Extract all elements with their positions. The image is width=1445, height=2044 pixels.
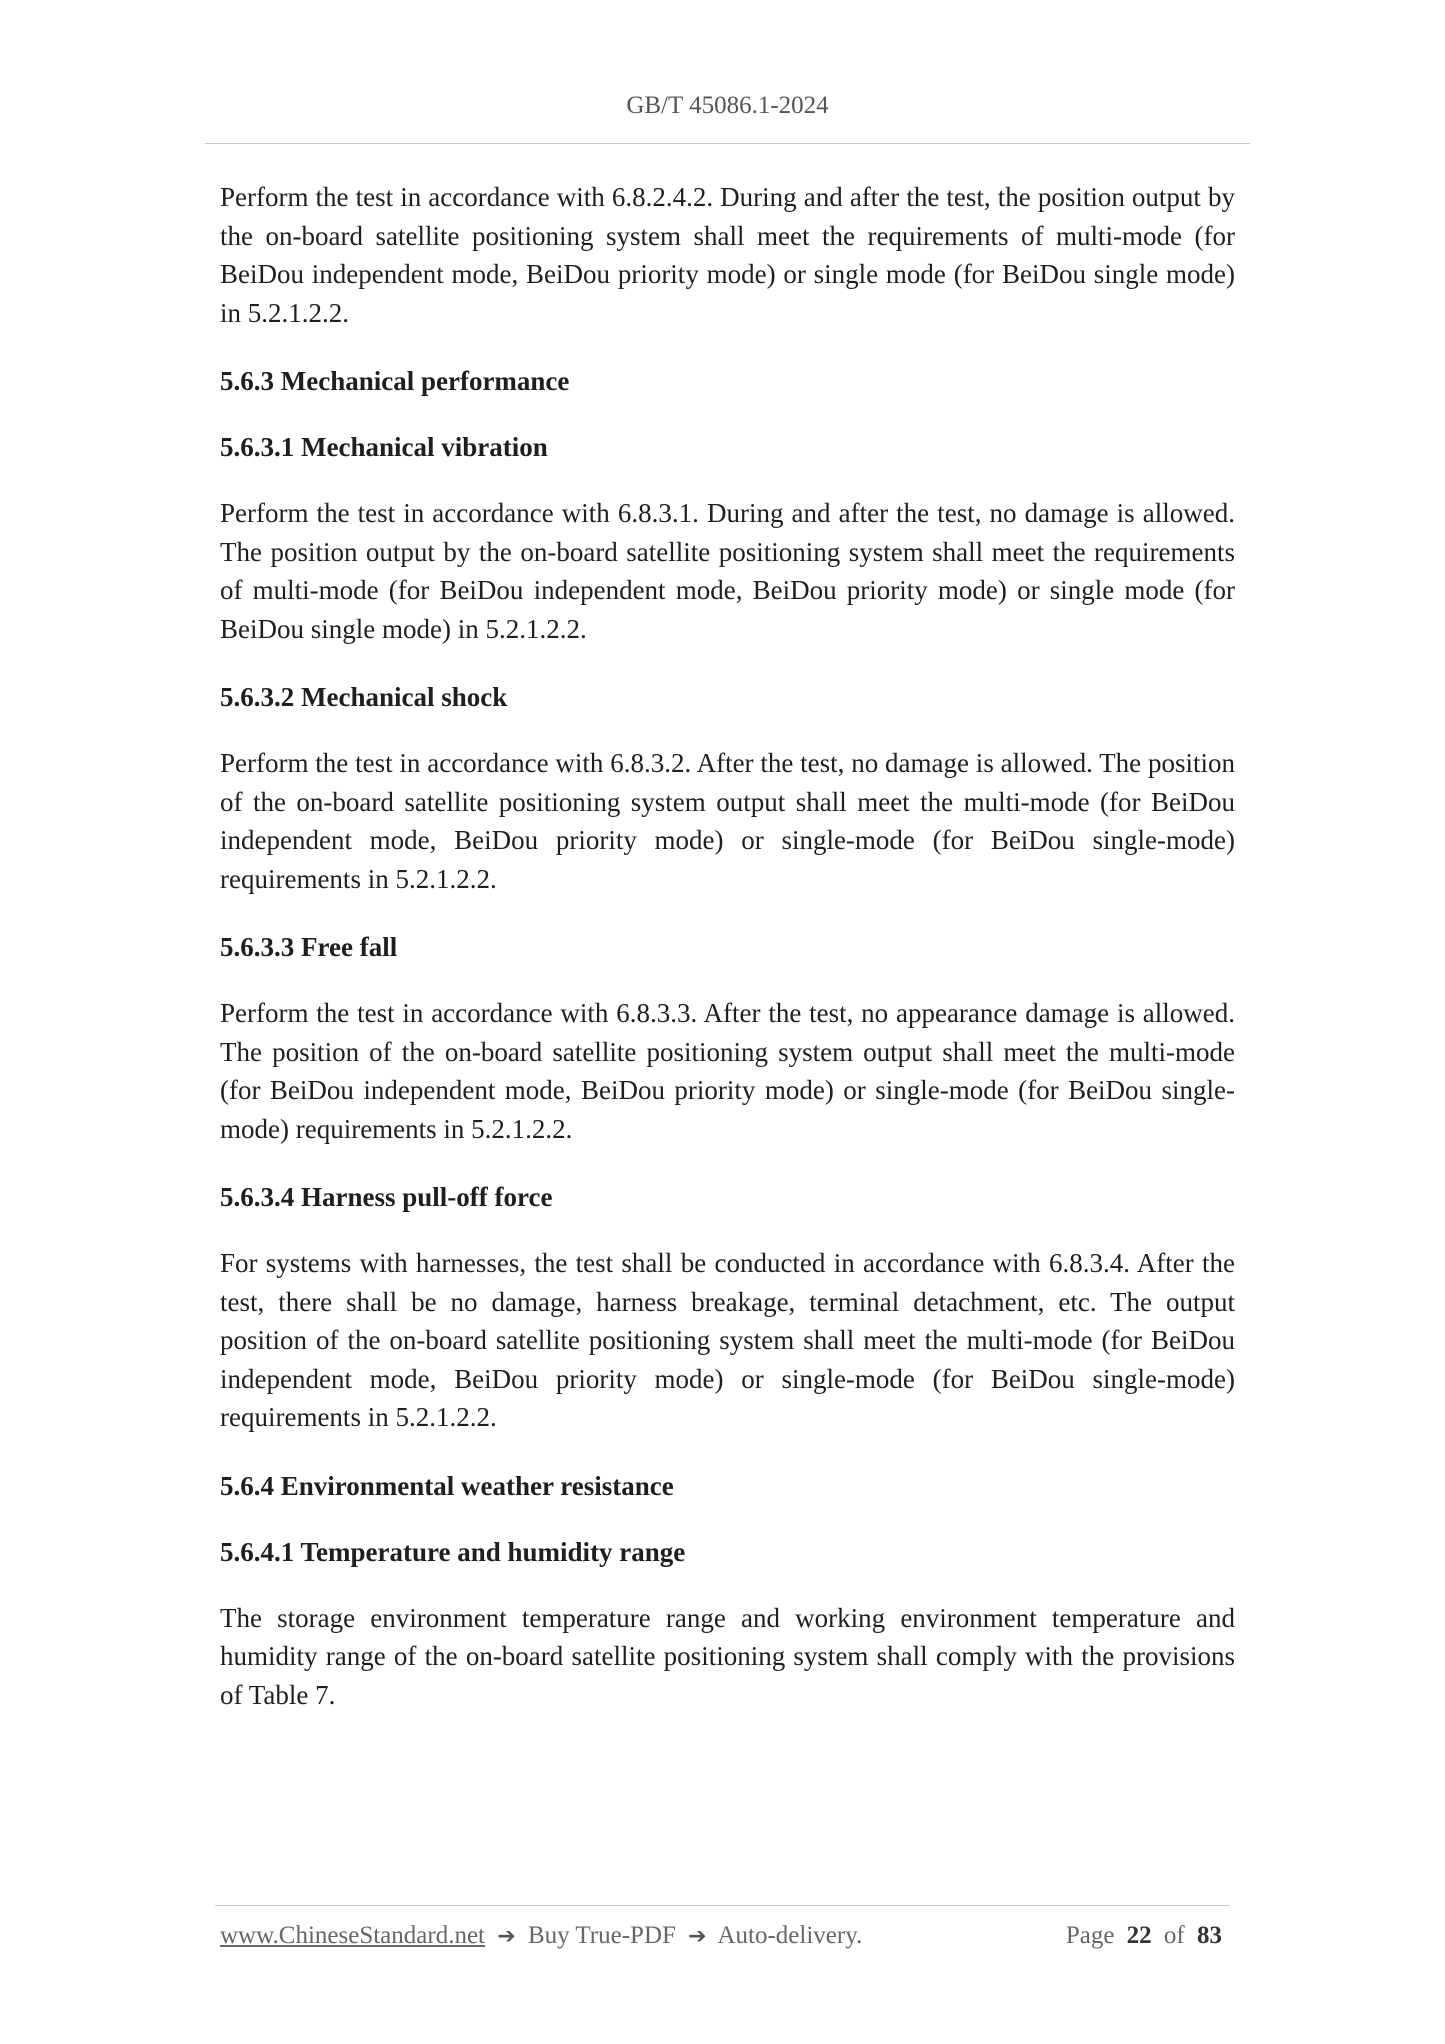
buy-true-pdf-text: Buy True-PDF — [527, 1922, 676, 1949]
right-arrow-icon: ➔ — [688, 1924, 707, 1949]
paragraph-harness-pull-off: For systems with harnesses, the test shall be conducted in accordance with 6.8.3.4. After the test, there shall be no damage, harness breakage, terminal detachment, etc. The output position of the on-board satellite positioning system shall meet the multi-mode (for BeiDou independent mode, BeiDou priority mode) or single-mode (for BeiDou single-mode) requirements in 5.2.1.2.2. — [220, 1248, 1235, 1432]
page-indicator — [1063, 1922, 1225, 1950]
running-header: GB/T 45086.1-2024 — [626, 92, 829, 119]
current-page-number: 22 — [1126, 1922, 1152, 1949]
page-footer — [220, 1922, 1225, 1950]
total-page-count: 83 — [1197, 1922, 1222, 1949]
paragraph-mechanical-shock: Perform the test in accordance with 6.8.3.2. After the test, no damage is allowed. The position of the on-board satellite positioning system output shall meet the multi-mode (for BeiDou independent mode, BeiDou priority mode) or single-mode (for BeiDou single-mode) requirements in 5.2.1.2.2. — [220, 748, 1235, 894]
heading-5-6-4: 5.6.4 Environmental weather resistance — [220, 1470, 674, 1501]
heading-5-6-3-4: 5.6.3.4 Harness pull-off force — [220, 1182, 553, 1212]
heading-5-6-3-2: 5.6.3.2 Mechanical shock — [220, 682, 508, 712]
paragraph-mechanical-vibration: Perform the test in accordance with 6.8.3.1. During and after the test, no damage is allowed. The position output by the on-board satellite positioning system shall meet the requirements of multi-mode (for BeiDou independent mode, BeiDou priority mode) or single mode (for BeiDou single mode) in 5.2.1.2.2. — [220, 498, 1235, 644]
heading-5-6-3-3: 5.6.3.3 Free fall — [220, 932, 398, 962]
website-link[interactable]: www.ChineseStandard.net — [220, 1922, 485, 1949]
paragraph-test-6-8-2-4-2: Perform the test in accordance with 6.8.2.4.2. During and after the test, the position output by the on-board satellite positioning system shall meet the requirements of multi-mode (for BeiDou independent mode, BeiDou priority mode) or single mode (for BeiDou single mode) in 5.2.1.2.2. — [220, 182, 1235, 328]
heading-5-6-3: 5.6.3 Mechanical performance — [220, 366, 570, 396]
heading-5-6-4-1: 5.6.4.1 Temperature and humidity range — [220, 1536, 686, 1567]
of-label: of — [1163, 1922, 1185, 1949]
auto-delivery-text: Auto-delivery. — [717, 1922, 863, 1949]
header-divider — [205, 143, 1250, 144]
page-label: Page — [1065, 1922, 1115, 1949]
footer-divider — [215, 1905, 1230, 1906]
page-content — [220, 178, 1235, 1744]
paragraph-temperature-humidity: The storage environment temperature range and working environment temperature and humidity range of the on-board satellite positioning system shall comply with the provisions of Table 7. — [220, 1602, 1235, 1710]
right-arrow-icon: ➔ — [497, 1924, 516, 1949]
footer-promo — [220, 1922, 862, 1950]
heading-5-6-3-1: 5.6.3.1 Mechanical vibration — [220, 432, 548, 462]
paragraph-free-fall: Perform the test in accordance with 6.8.3.3. After the test, no appearance damage is allowed. The position of the on-board satellite positioning system output shall meet the multi-mode (for BeiDou independent mode, BeiDou priority mode) or single-mode (for BeiDou single-mode) requirements in 5.2.1.2.2. — [220, 998, 1235, 1144]
